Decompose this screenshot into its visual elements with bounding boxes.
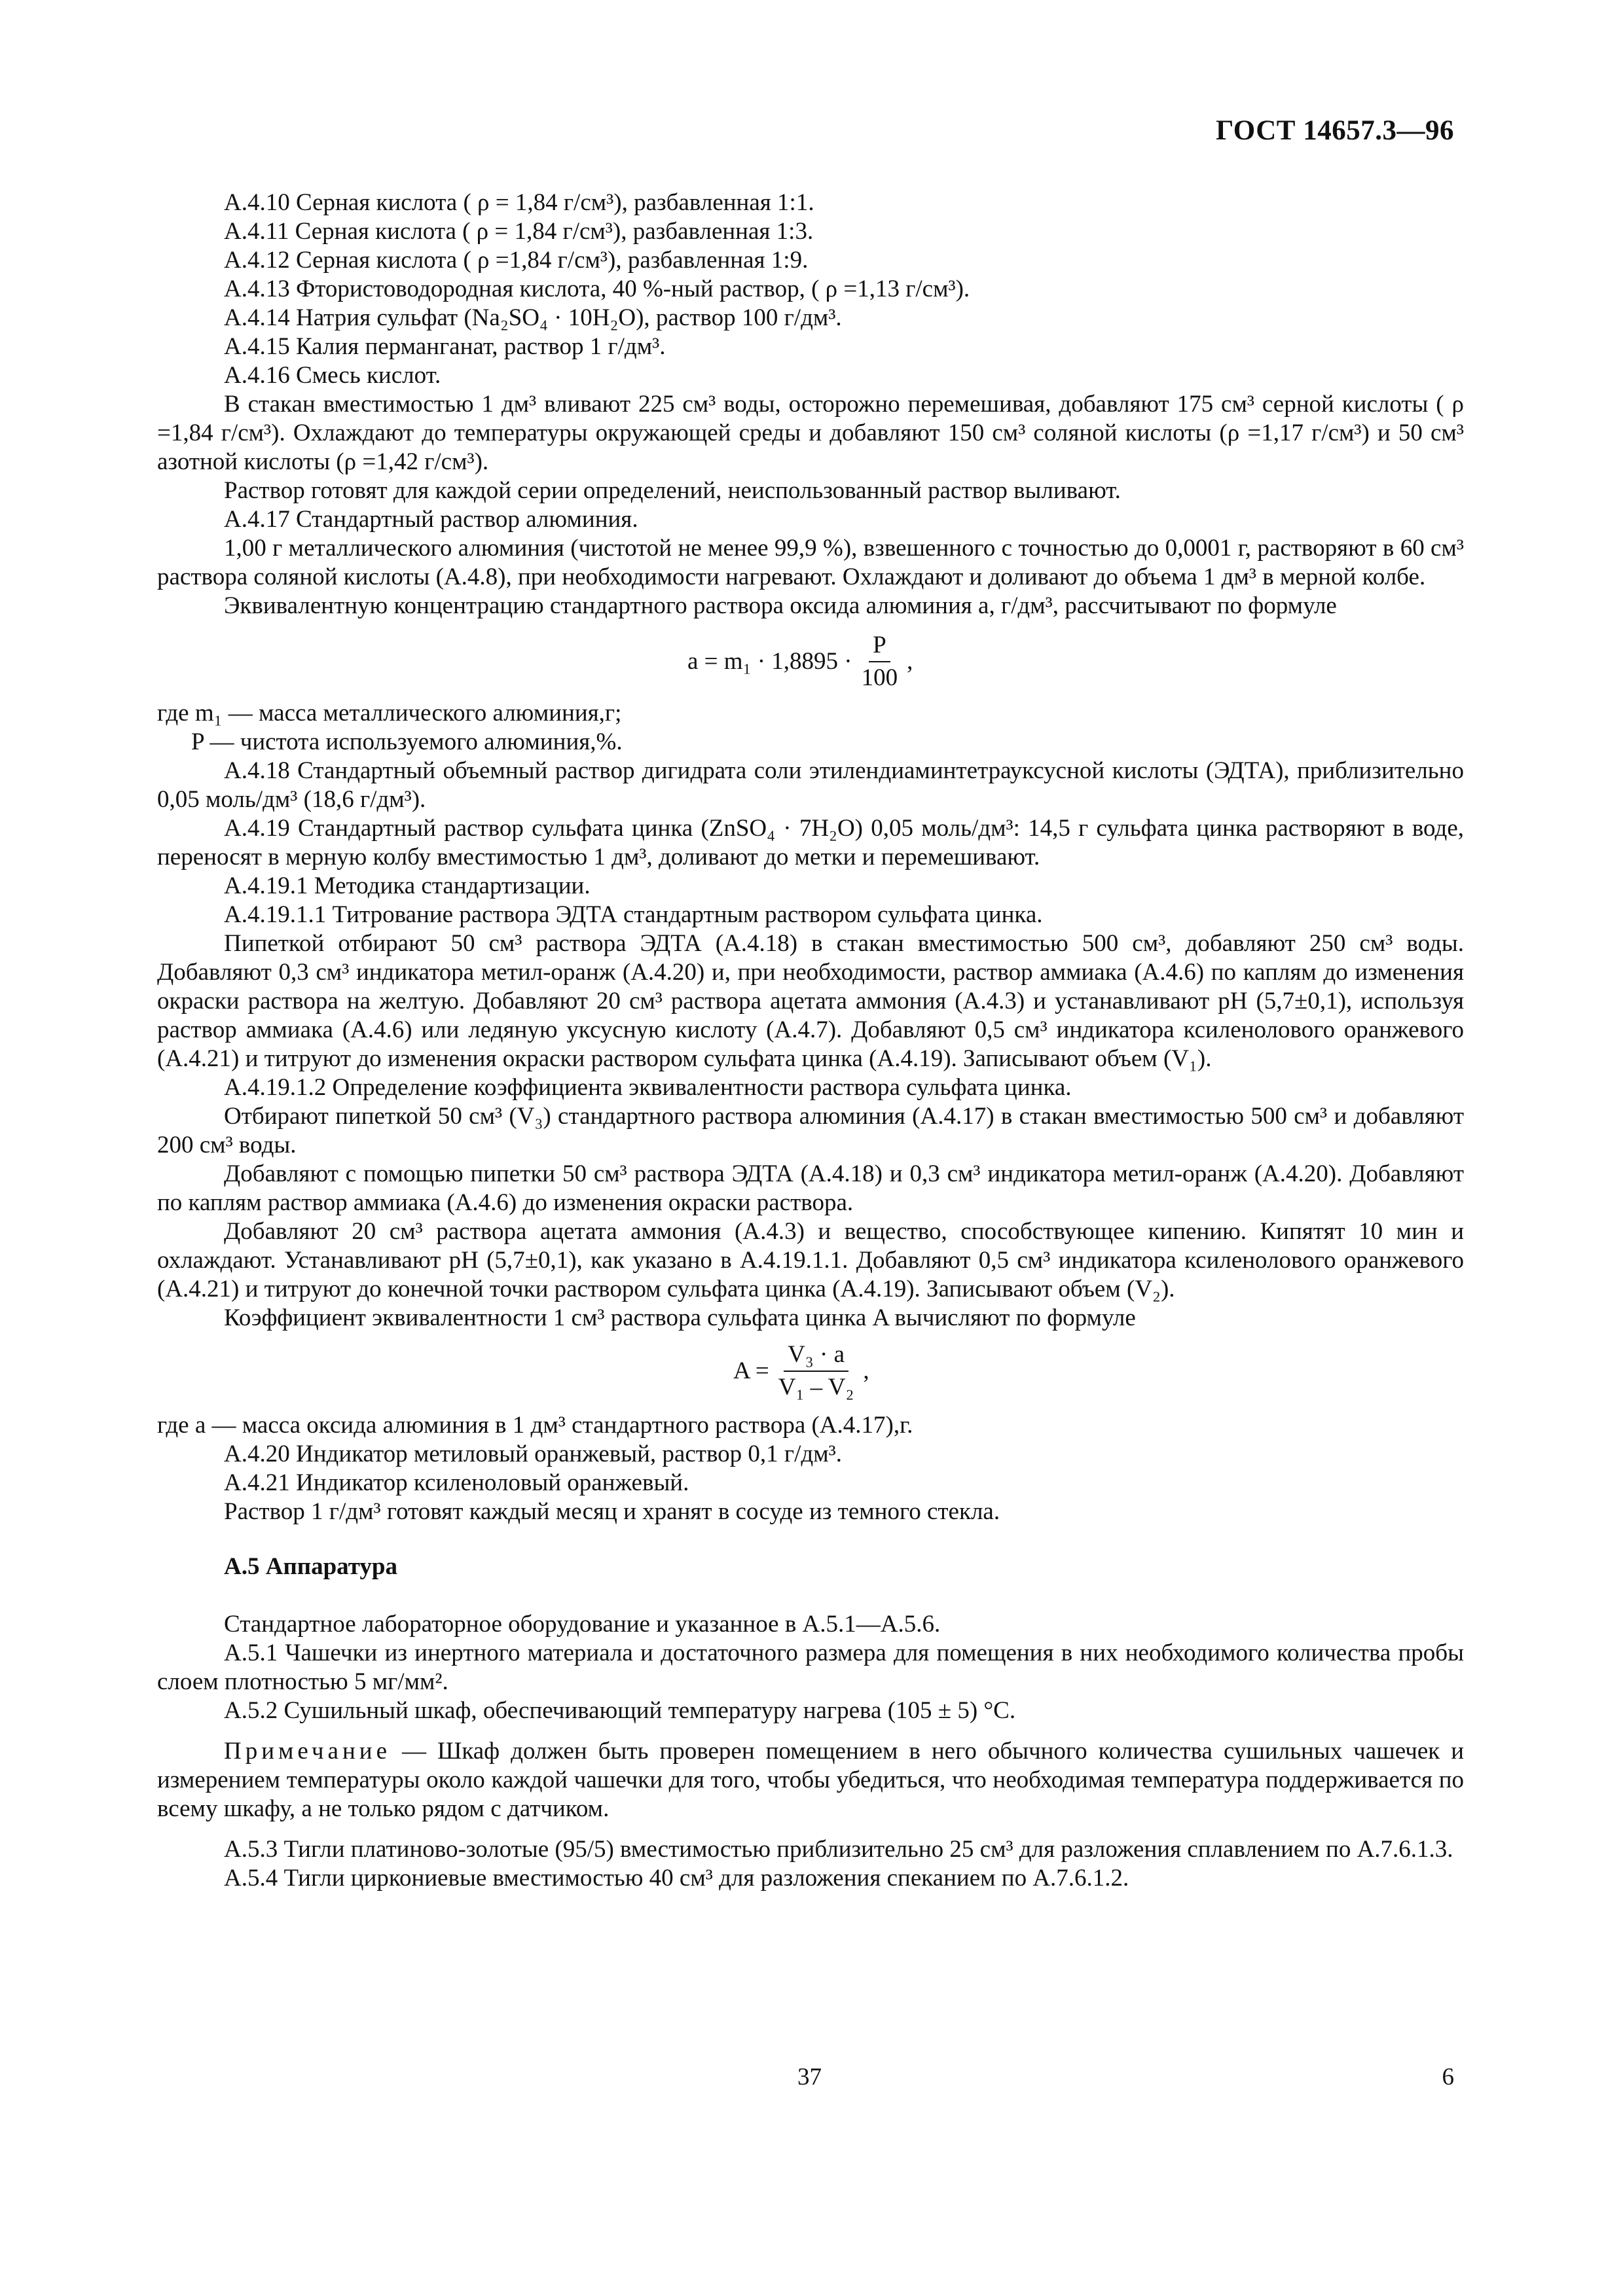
item-a4-18: А.4.18 Стандартный объемный раствор дигидрата соли этилендиаминтетрауксусной кислоты (ЭДТА), приблизительно 0,05 моль/дм³ (18,6 г/дм³). (157, 757, 1464, 813)
item-a5-3: А.5.3 Тигли платиново-золотые (95/5) вместимостью приблизительно 25 см³ для разложения сплавлением по А.7.6.1.3. (224, 1836, 1453, 1863)
item-a4-10: А.4.10 Серная кислота ( ρ = 1,84 г/см³), разбавленная 1:1. (224, 189, 814, 216)
item-a4-14: А.4.14 Натрия сульфат (Na₂SO₄ · 10H₂O), раствор 100 г/дм³. (224, 304, 842, 331)
where1-m1: где m₁ — масса металлического алюминия,г; (157, 700, 622, 726)
item-a4-19: А.4.19 Стандартный раствор сульфата цинка (ZnSO₄ · 7H₂O) 0,05 моль/дм³: 14,5 г сульфата цинка растворяют в воде, переносят в мерную колбу вместимостью 1 дм³, доливают до метки и перемешивают. (157, 815, 1464, 870)
item-a4-19-1-2: А.4.19.1.2 Определение коэффициента эквивалентности раствора сульфата цинка. (224, 1074, 1072, 1101)
item-a4-19-1-1: А.4.19.1.1 Титрование раствора ЭДТА стандартным раствором сульфата цинка. (224, 901, 1043, 928)
formula2-lhs: A = (733, 1357, 769, 1384)
note-a5-2 (157, 1737, 1464, 1823)
formula1-fraction (858, 632, 902, 691)
item-a4-19-1-2-text2: Добавляют с помощью пипетки 50 см³ раствора ЭДТА (А.4.18) и 0,3 см³ индикатора метил-оранж (А.4.20). Добавляют по каплям раствор аммиака (А.4.6) до изменения окраски раствора. (157, 1160, 1464, 1216)
item-a4-19-1-1-text: Пипеткой отбирают 50 см³ раствора ЭДТА (А.4.18) в стакан вместимостью 500 см³, добавляют 250 см³ воды. Добавляют 0,3 см³ индикатора метил-оранж (А.4.20) и, при необходимости, раствор аммиака (А.4.6) по каплям до изменения окраски раствора на желтую. Добавляют 20 см³ раствора ацетата аммония (А.4.3) и устанавливают pH (5,7±0,1), используя раствор аммиака (А.4.6) или ледяную уксусную кислоту (А.4.7). Добавляют 0,5 см³ индикатора ксиленолового оранжевого (А.4.21) и титруют до изменения окраски раствором сульфата цинка (А.4.19). Записывают объем (V₁). (157, 930, 1464, 1072)
where2-a: где a — масса оксида алюминия в 1 дм³ стандартного раствора (А.4.17),г. (157, 1412, 913, 1439)
item-a4-17-text: 1,00 г металлического алюминия (чистотой не менее 99,9 %), взвешенного с точностью до 0,0001 г, растворяют в 60 см³ раствора соляной кислоты (А.4.8), при необходимости нагревают. Охлаждают и доливают до объема 1 дм³ в мерной колбе. (157, 535, 1464, 590)
formula2-fraction (775, 1342, 858, 1401)
item-a5-1: А.5.1 Чашечки из инертного материала и достаточного размера для помещения в них необходимого количества пробы слоем плотностью 5 мг/мм². (157, 1640, 1464, 1695)
section-title-a5: А.5 Аппаратура (224, 1553, 397, 1580)
formula2-tail: , (863, 1357, 869, 1384)
item-a4-20: А.4.20 Индикатор метиловый оранжевый, раствор 0,1 г/дм³. (224, 1441, 842, 1467)
formula-coefficient (157, 1333, 1464, 1411)
formula1-lhs: a = m₁ · 1,8895 · (687, 648, 852, 675)
item-a4-21: А.4.21 Индикатор ксиленоловый оранжевый. (224, 1469, 689, 1496)
formula1-tail: , (907, 648, 913, 675)
item-a4-16-note: Раствор готовят для каждой серии определений, неиспользованный раствор выливают. (224, 477, 1121, 504)
formula-concentration (157, 620, 1464, 699)
item-a4-17: А.4.17 Стандартный раствор алюминия. (224, 506, 638, 533)
formula2-denominator: V₁ – V₂ (778, 1374, 854, 1401)
document-header: ГОСТ 14657.3—96 (1216, 115, 1454, 146)
item-a5-2: А.5.2 Сушильный шкаф, обеспечивающий температуру нагрева (105 ± 5) °С. (224, 1697, 1016, 1724)
sheet-number: 6 (1442, 2064, 1454, 2090)
item-a4-15: А.4.15 Калия перманганат, раствор 1 г/дм³. (224, 333, 666, 360)
item-a4-19-1: А.4.19.1 Методика стандартизации. (224, 872, 591, 899)
item-a4-17-eq: Эквивалентную концентрацию стандартного раствора оксида алюминия a, г/дм³, рассчитывают по формуле (224, 592, 1337, 619)
item-a4-16: А.4.16 Смесь кислот. (224, 362, 441, 389)
item-a4-16-text: В стакан вместимостью 1 дм³ вливают 225 см³ воды, осторожно перемешивая, добавляют 175 см³ серной кислоты ( ρ =1,84 г/см³). Охлаждают до температуры окружающей среды и добавляют 150 см³ соляной кислоты (ρ =1,17 г/см³) и 50 см³ азотной кислоты (ρ =1,42 г/см³). (157, 391, 1464, 475)
note-text: — Шкаф должен быть проверен помещением в него обычного количества сушильных чашечек и измерением температуры около каждой чашечки для того, чтобы убедиться, что необходимая температура поддерживается по всему шкафу, а не только рядом с датчиком. (157, 1738, 1465, 1822)
item-a4-13: А.4.13 Фтористоводородная кислота, 40 %-ный раствор, ( ρ =1,13 г/см³). (224, 276, 970, 302)
item-a5-4: А.5.4 Тигли циркониевые вместимостью 40 см³ для разложения спеканием по А.7.6.1.2. (224, 1865, 1129, 1892)
section-a5-intro: Стандартное лабораторное оборудование и указанное в А.5.1—А.5.6. (224, 1611, 941, 1638)
item-a4-11: А.4.11 Серная кислота ( ρ = 1,84 г/см³), разбавленная 1:3. (224, 218, 814, 245)
item-a4-19-1-2-text3: Добавляют 20 см³ раствора ацетата аммония (А.4.3) и вещество, способствующее кипению. Кипятят 10 мин и охлаждают. Устанавливают pH (5,7±0,1), как указано в А.4.19.1.1. Добавляют 0,5 см³ индикатора ксиленолового оранжевого (А.4.21) и титруют до конечной точки раствором сульфата цинка (А.4.19). Записывают объем (V₂). (157, 1218, 1464, 1302)
page-number: 37 (797, 2064, 822, 2090)
note-label: Примечание (224, 1738, 391, 1765)
item-a4-19-1-2-text1: Отбирают пипеткой 50 см³ (V₃) стандартного раствора алюминия (А.4.17) в стакан вместимостью 500 см³ и добавляют 200 см³ воды. (157, 1103, 1464, 1158)
item-a4-12: А.4.12 Серная кислота ( ρ =1,84 г/см³), разбавленная 1:9. (224, 247, 809, 274)
where1-p: P — чистота используемого алюминия,%. (191, 728, 623, 755)
formula1-numerator: P (869, 632, 890, 662)
formula2-numerator: V₃ · a (784, 1342, 848, 1372)
item-a4-21-text: Раствор 1 г/дм³ готовят каждый месяц и хранят в сосуде из темного стекла. (224, 1498, 1000, 1525)
document-body (157, 188, 1464, 1893)
item-a4-19-coef: Коэффициент эквивалентности 1 см³ раствора сульфата цинка A вычисляют по формуле (224, 1304, 1136, 1331)
formula1-denominator: 100 (861, 664, 898, 691)
